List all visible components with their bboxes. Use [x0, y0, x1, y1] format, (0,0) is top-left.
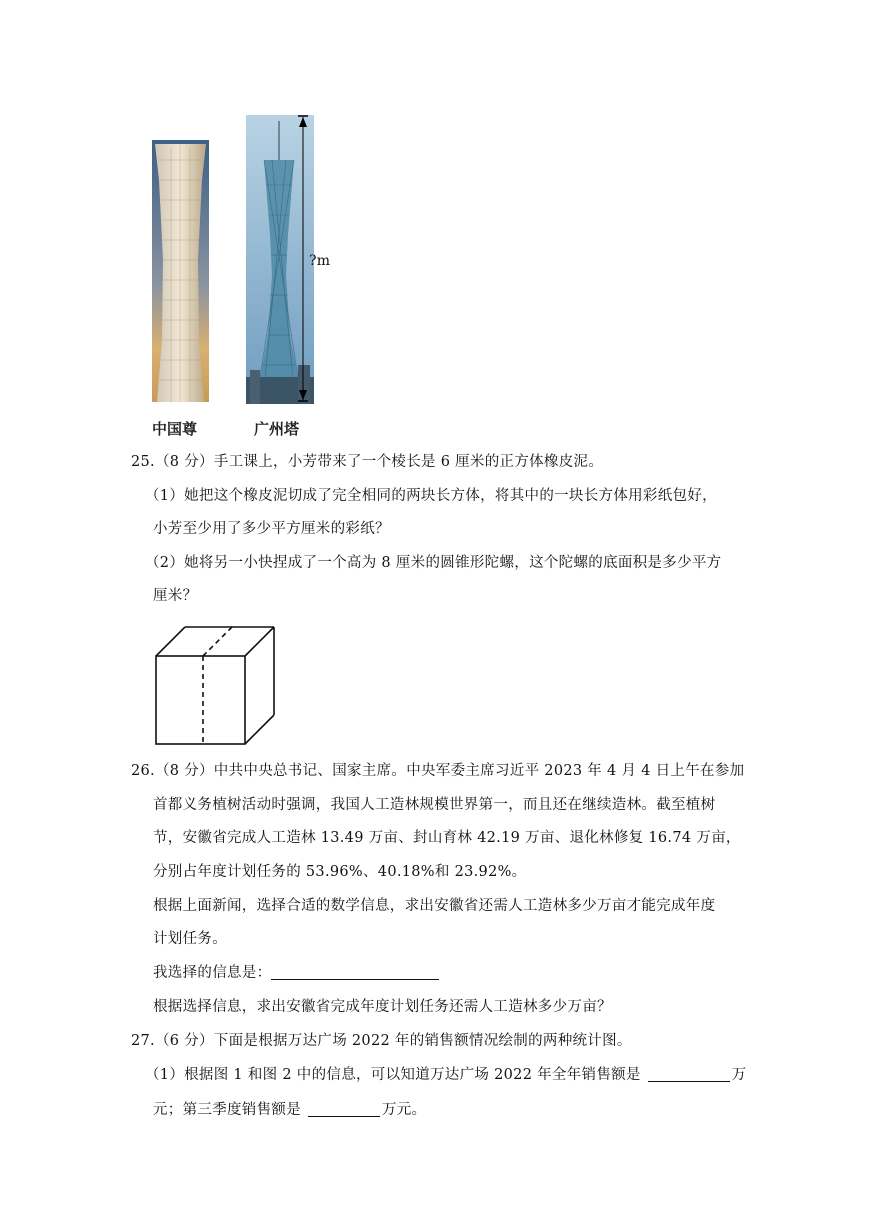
- q25-part1-line1: （1）她把这个橡皮泥切成了完全相同的两块长方体，将其中的一块长方体用彩纸包好，: [145, 488, 717, 504]
- height-label: ?m: [309, 253, 331, 269]
- q26-line6: 计划任务。: [153, 931, 227, 947]
- cube-diagram: [152, 623, 278, 747]
- q26-line3: 节，安徽省完成人工造林 13.49 万亩、封山育林 42.19 万亩、退化林修复 16.74 万亩，: [153, 830, 741, 846]
- q27-q3-unit: 万元。: [381, 1102, 427, 1118]
- q27-part1-text: （1）根据图 1 和图 2 中的信息，可以知道万达广场 2022 年全年销售额是: [145, 1067, 641, 1083]
- q27-total-sales-blank[interactable]: [648, 1065, 730, 1082]
- height-arrow: [296, 114, 310, 404]
- q25-part1-line2: 小芳至少用了多少平方厘米的彩纸？: [153, 521, 390, 537]
- q27-q3-text: 元；第三季度销售额是: [153, 1102, 301, 1118]
- china-zun-caption: 中国尊: [152, 420, 198, 438]
- q26-line5: 根据上面新闻，选择合适的数学信息，求出安徽省还需人工造林多少万亩才能完成年度: [153, 898, 716, 914]
- q26-line2: 首都义务植树活动时强调，我国人工造林规模世界第一，而且还在继续造林。截至植树: [153, 797, 716, 813]
- q25-stem: 25.（8 分）手工课上，小芳带来了一个棱长是 6 厘米的正方体橡皮泥。: [131, 454, 604, 470]
- canton-tower-caption: 广州塔: [254, 420, 300, 438]
- q27-part1-unit: 万: [731, 1067, 747, 1083]
- q27-part1-line1: [145, 1065, 746, 1085]
- q26-choice-blank[interactable]: [271, 963, 439, 980]
- q27-stem: 27.（6 分）下面是根据万达广场 2022 年的销售额情况绘制的两种统计图。: [131, 1033, 632, 1049]
- q27-q3-sales-blank[interactable]: [308, 1100, 380, 1117]
- q26-line8: 根据选择信息，求出安徽省完成年度计划任务还需人工造林多少万亩？: [153, 999, 612, 1015]
- q26-choice-label: 我选择的信息是：: [153, 965, 272, 981]
- q26-choice-row: [153, 963, 439, 983]
- q25-part2-line1: （2）她将另一小快捏成了一个高为 8 厘米的圆锥形陀螺，这个陀螺的底面积是多少平方: [145, 555, 722, 571]
- q26-line4: 分别占年度计划任务的 53.96%、40.18%和 23.92%。: [153, 864, 527, 880]
- china-zun-photo: [152, 140, 209, 402]
- q25-part2-line2: 厘米？: [153, 588, 198, 604]
- q26-line1: 26.（8 分）中共中央总书记、国家主席。中央军委主席习近平 2023 年 4 月 4 日上午在参加: [131, 763, 745, 779]
- q27-part1-line2: [153, 1100, 426, 1120]
